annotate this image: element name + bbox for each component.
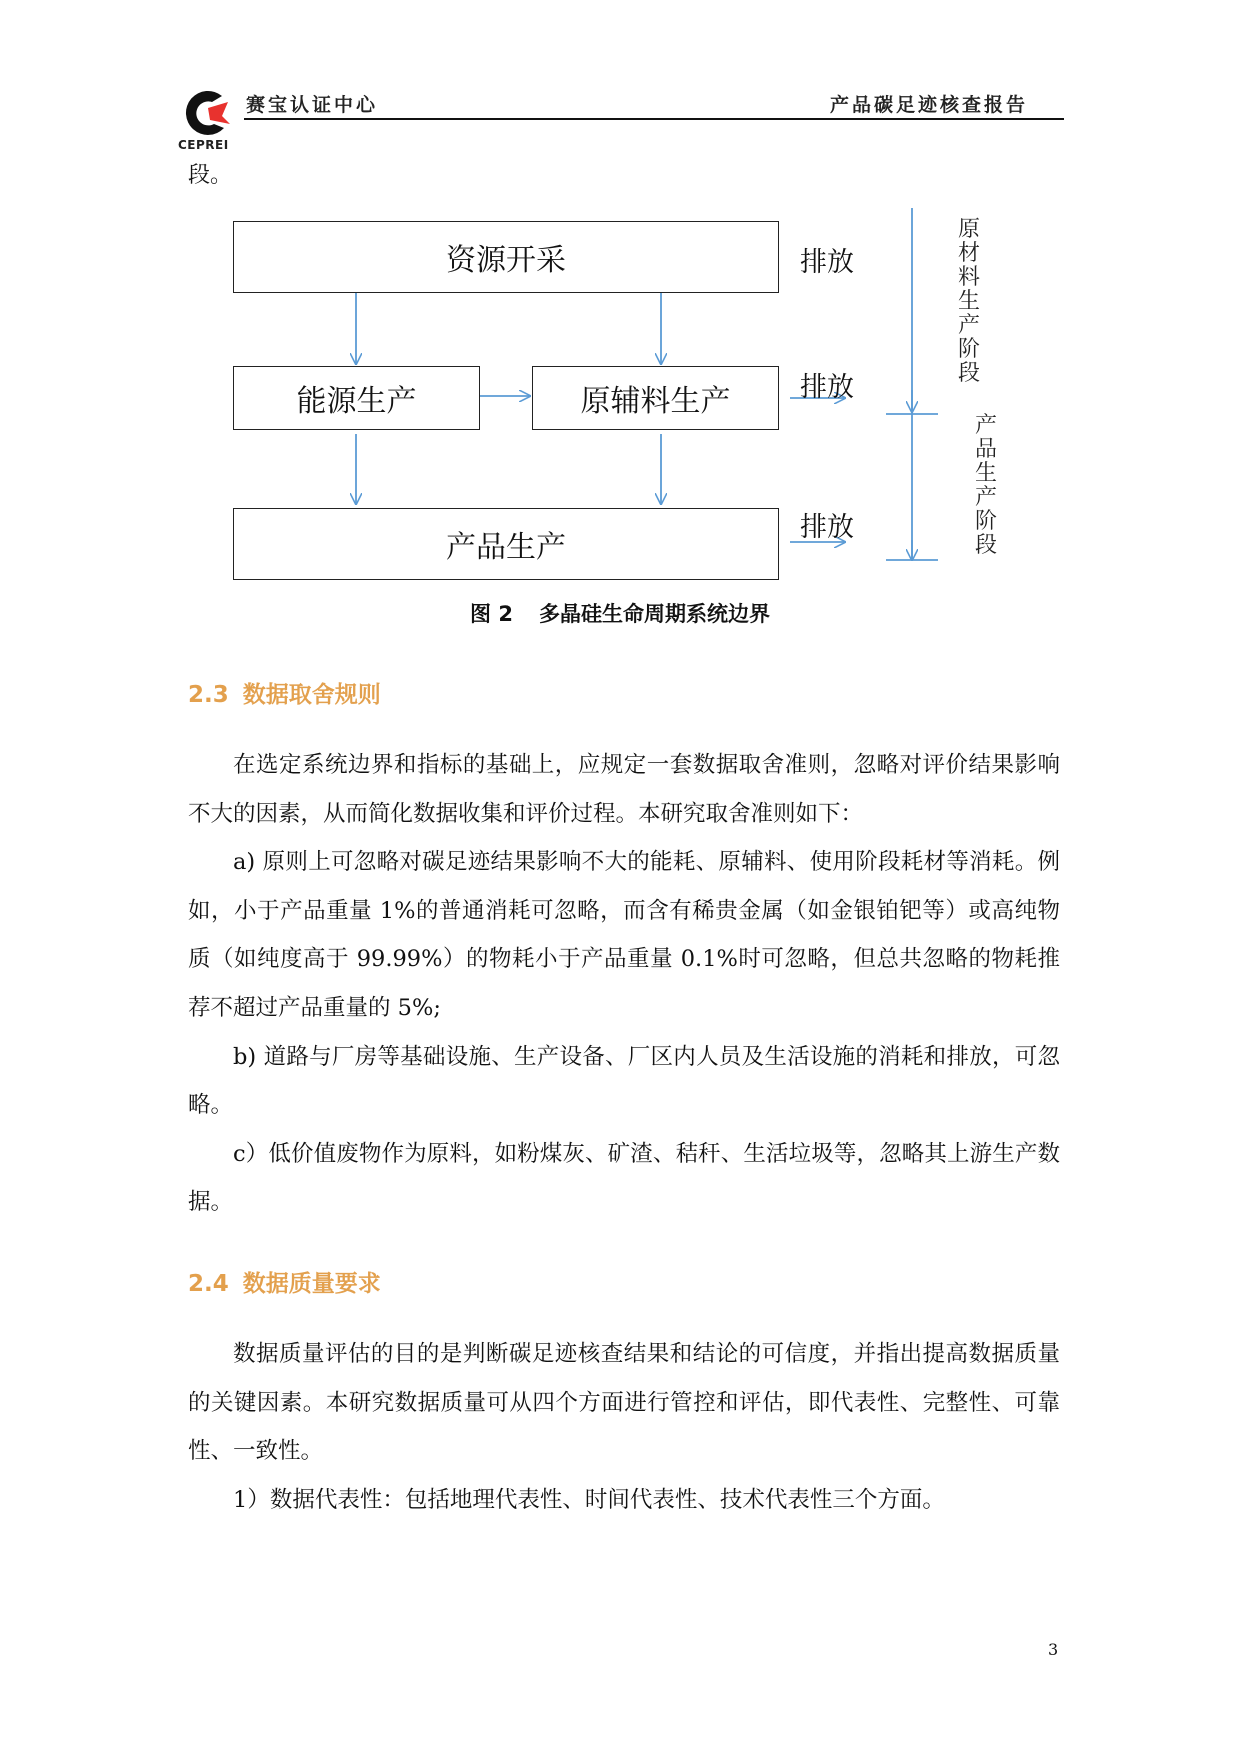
paragraph: a) 原则上可忽略对碳足迹结果影响不大的能耗、原辅料、使用阶段耗材等消耗。例如，小于产品重量 1%的普通消耗可忽略，而含有稀贵金属（如金银铂钯等）或高纯物质（如纯度高于 99.99%）的物耗小于产品重量 0.1%时可忽略，但总共忽略的物耗推荐不超过产品重量的 5%; bbox=[188, 849, 1060, 1021]
logo-caption: CEPREI bbox=[178, 138, 229, 152]
report-title: 产品碳足迹核查报告 bbox=[829, 94, 1028, 116]
emission-label-raw: 排放 bbox=[800, 372, 854, 403]
energy-production-box: 能源生产 bbox=[233, 366, 480, 430]
resource-mining-box: 资源开采 bbox=[233, 221, 779, 293]
figure-caption bbox=[0, 598, 1240, 628]
raw-material-production-box: 原辅料生产 bbox=[532, 366, 779, 430]
paragraph: b) 道路与厂房等基础设施、生产设备、厂区内人员及生活设施的消耗和排放，可忽略。 bbox=[188, 1043, 1060, 1119]
section-number: 2.3 bbox=[188, 682, 229, 708]
figure-title: 多晶硅生命周期系统边界 bbox=[538, 602, 770, 626]
organization-name: 赛宝认证中心 bbox=[246, 94, 379, 116]
paragraph: 1）数据代表性：包括地理代表性、时间代表性、技术代表性三个方面。 bbox=[233, 1486, 945, 1513]
section-2-3-body bbox=[188, 741, 1060, 1227]
stage-label-raw-material: 原材料生产阶段 bbox=[957, 217, 980, 386]
continuation-text: 段。 bbox=[188, 163, 233, 188]
page-number: 3 bbox=[1048, 1640, 1059, 1659]
section-number: 2.4 bbox=[188, 1271, 229, 1297]
paragraph: 数据质量评估的目的是判断碳足迹核查结果和结论的可信度，并指出提高数据质量的关键因素。本研究数据质量可从四个方面进行管控和评估，即代表性、完整性、可靠性、一致性。 bbox=[188, 1341, 1060, 1465]
section-title: 数据质量要求 bbox=[242, 1271, 381, 1297]
product-production-box: 产品生产 bbox=[233, 508, 779, 580]
stage-label-product: 产品生产阶段 bbox=[974, 413, 997, 558]
section-2-4-body bbox=[188, 1330, 1060, 1524]
emission-label-product: 排放 bbox=[800, 512, 854, 543]
emission-label-mining: 排放 bbox=[800, 247, 854, 278]
figure-number: 图 2 bbox=[470, 602, 513, 626]
section-heading-2-3 bbox=[188, 676, 381, 709]
section-heading-2-4 bbox=[188, 1265, 381, 1298]
paragraph: c）低价值废物作为原料，如粉煤灰、矿渣、秸秆、生活垃圾等，忽略其上游生产数据。 bbox=[188, 1140, 1060, 1216]
paragraph: 在选定系统边界和指标的基础上，应规定一套数据取舍准则，忽略对评价结果影响不大的因素，从而简化数据收集和评价过程。本研究取舍准则如下： bbox=[188, 752, 1060, 827]
section-title: 数据取舍规则 bbox=[242, 682, 381, 708]
